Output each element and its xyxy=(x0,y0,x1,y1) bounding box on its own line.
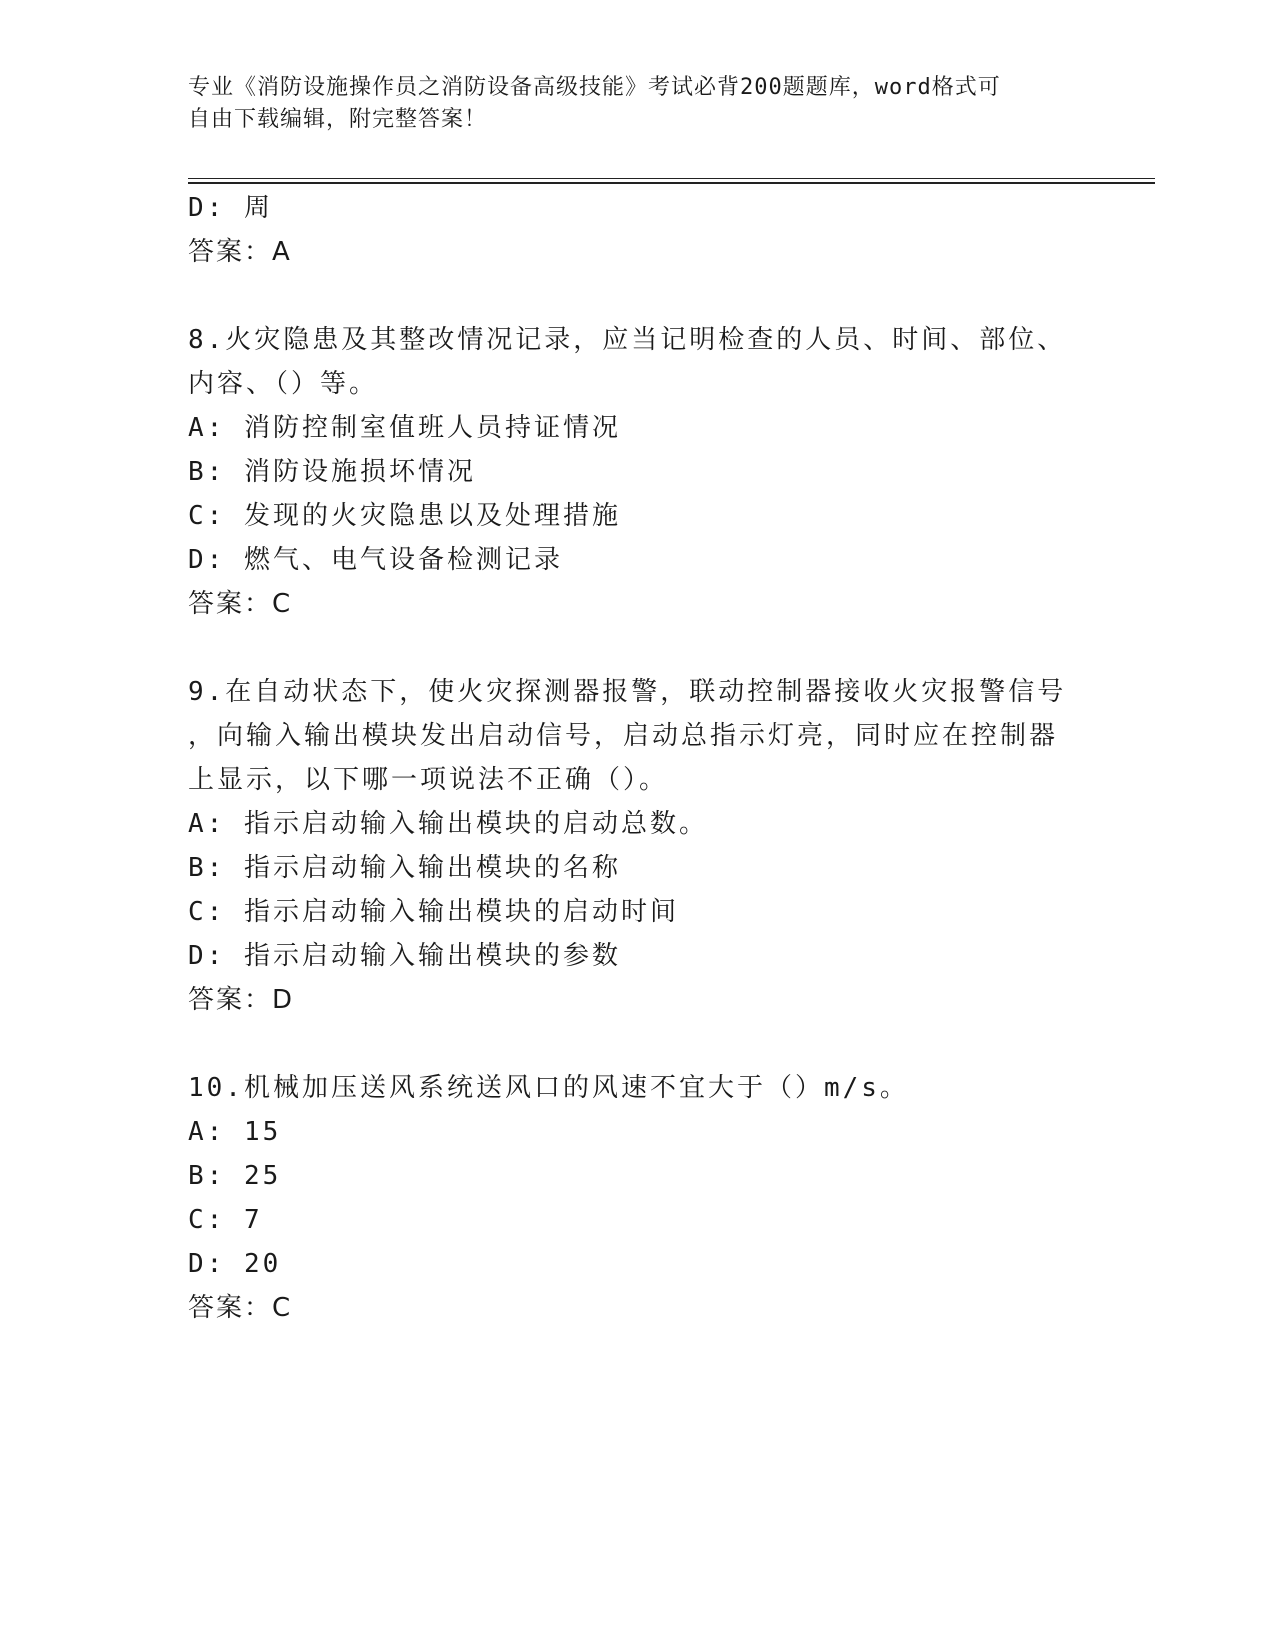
question-9-answer: 答案：D xyxy=(188,985,295,1015)
question-7-option-d: D: 周 xyxy=(188,193,273,223)
question-8-stem-line-2: 内容、（）等。 xyxy=(188,369,379,399)
question-9-option-b: B: 指示启动输入输出模块的名称 xyxy=(188,853,621,883)
document-title-line-1: 专业《消防设施操作员之消防设备高级技能》考试必背200题题库，word格式可 xyxy=(188,75,1001,100)
header-divider-thin xyxy=(188,178,1155,179)
question-9-option-a: A: 指示启动输入输出模块的启动总数。 xyxy=(188,809,708,839)
question-9-stem-line-3: 上显示，以下哪一项说法不正确（）。 xyxy=(188,765,669,795)
question-7-answer: 答案：A xyxy=(188,237,292,267)
question-10-option-d: D: 20 xyxy=(188,1249,282,1279)
question-10-option-a: A: 15 xyxy=(188,1117,282,1147)
document-title xyxy=(188,72,1068,136)
question-9-stem-line-1: 9.在自动状态下，使火灾探测器报警，联动控制器接收火灾报警信号 xyxy=(188,677,1067,707)
question-8-option-d: D: 燃气、电气设备检测记录 xyxy=(188,545,563,575)
question-9-option-d: D: 指示启动输入输出模块的参数 xyxy=(188,941,621,971)
question-9-option-c: C: 指示启动输入输出模块的启动时间 xyxy=(188,897,679,927)
question-10-answer: 答案：C xyxy=(188,1293,293,1323)
question-10-option-b: B: 25 xyxy=(188,1161,282,1191)
question-10-stem-line-1: 10.机械加压送风系统送风口的风速不宜大于（）m/s。 xyxy=(188,1073,909,1103)
question-8-option-b: B: 消防设施损坏情况 xyxy=(188,457,476,487)
question-8-option-a: A: 消防控制室值班人员持证情况 xyxy=(188,413,621,443)
header-divider-thick xyxy=(188,182,1155,184)
question-8-stem-line-1: 8.火灾隐患及其整改情况记录，应当记明检查的人员、时间、部位、 xyxy=(188,325,1067,355)
question-9-stem-line-2: ，向输入输出模块发出启动信号，启动总指示灯亮，同时应在控制器 xyxy=(188,721,1059,751)
document-title-line-2: 自由下载编辑，附完整答案！ xyxy=(188,107,488,132)
question-10-option-c: C: 7 xyxy=(188,1205,263,1235)
question-8-option-c: C: 发现的火灾隐患以及处理措施 xyxy=(188,501,621,531)
question-8-answer: 答案：C xyxy=(188,589,293,619)
